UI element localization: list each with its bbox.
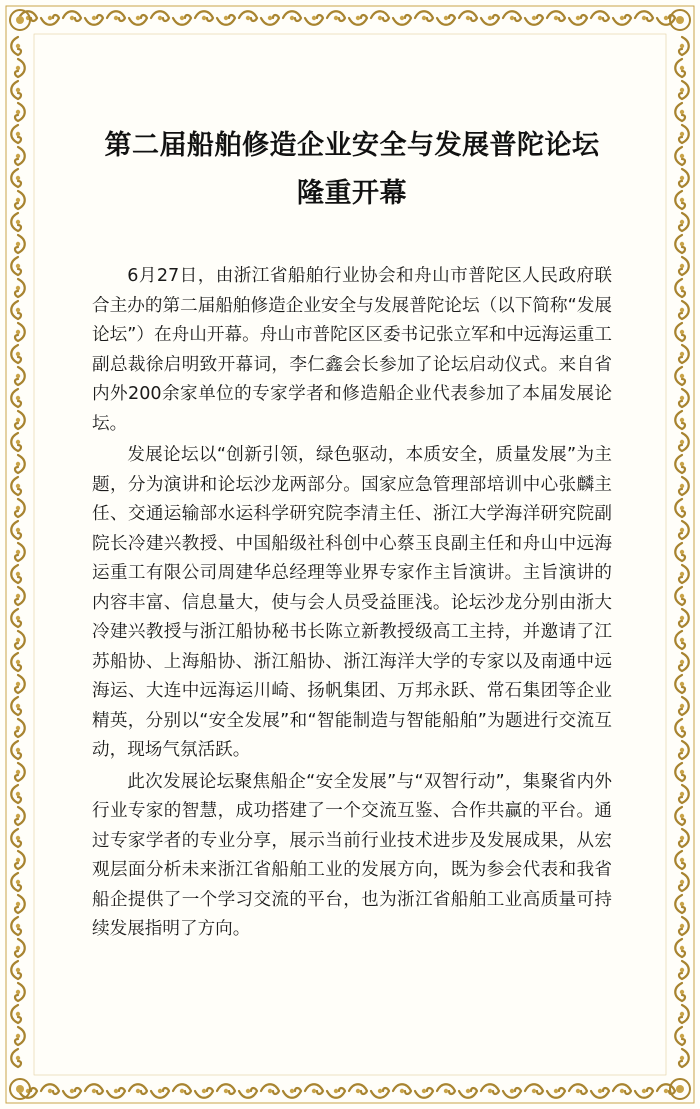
border-bead-left (16, 902, 20, 906)
border-bead-right (680, 880, 684, 884)
border-bead-right (680, 484, 684, 488)
border-bead-right (680, 990, 684, 994)
border-bead-left (16, 748, 20, 752)
border-bead-right (680, 968, 684, 972)
border-bead-left (16, 880, 20, 884)
border-bead-right (680, 220, 684, 224)
border-bead-right (680, 286, 684, 290)
border-corner-center (16, 1085, 24, 1093)
border-bead-bottom (70, 1089, 74, 1093)
border-bead-bottom (312, 1089, 316, 1093)
border-bead-right (680, 1034, 684, 1038)
border-bead-top (598, 16, 602, 20)
border-bead-right (680, 308, 684, 312)
border-bead-right (680, 946, 684, 950)
border-bead-top (312, 16, 316, 20)
border-bead-bottom (488, 1089, 492, 1093)
border-bead-bottom (620, 1089, 624, 1093)
article-title (92, 122, 612, 218)
border-bead-top (620, 16, 624, 20)
border-bead-right (680, 748, 684, 752)
border-bead-right (680, 660, 684, 664)
border-bead-top (70, 16, 74, 20)
border-bead-left (16, 176, 20, 180)
border-bead-top (356, 16, 360, 20)
border-bead-left (16, 836, 20, 840)
border-bead-left (16, 44, 20, 48)
border-bead-bottom (114, 1089, 118, 1093)
border-bead-bottom (378, 1089, 382, 1093)
border-bead-bottom (48, 1089, 52, 1093)
article-body (92, 262, 612, 945)
border-bead-left (16, 638, 20, 642)
border-bead-top (642, 16, 646, 20)
border-bead-top (180, 16, 184, 20)
border-bead-bottom (642, 1089, 646, 1093)
border-bead-right (680, 418, 684, 422)
border-bead-left (16, 110, 20, 114)
border-bead-left (16, 572, 20, 576)
border-bead-right (680, 638, 684, 642)
border-bead-left (16, 968, 20, 972)
border-bead-top (510, 16, 514, 20)
border-bead-top (554, 16, 558, 20)
border-bead-bottom (356, 1089, 360, 1093)
border-bead-left (16, 990, 20, 994)
border-bead-left (16, 440, 20, 444)
border-bead-right (680, 88, 684, 92)
border-bead-left (16, 726, 20, 730)
paragraph-1: 6月27日，由浙江省船舶行业协会和舟山市普陀区人民政府联合主办的第二届船舶修造企业安全与发展普陀论坛（以下简称“发展论坛”）在舟山开幕。舟山市普陀区区委书记张立军和中远海运重工副总裁徐启明致开幕词，李仁鑫会长参加了论坛启动仪式。来自省内外200余家单位的专家学者和修造船企业代表参加了本届发展论坛。 (92, 266, 612, 434)
border-bead-right (680, 836, 684, 840)
border-bead-left (16, 154, 20, 158)
border-bead-bottom (268, 1089, 272, 1093)
border-bead-top (532, 16, 536, 20)
border-bead-top (444, 16, 448, 20)
border-bead-left (16, 1056, 20, 1060)
border-bead-bottom (422, 1089, 426, 1093)
border-bead-left (16, 858, 20, 862)
border-bead-left (16, 616, 20, 620)
border-bead-left (16, 352, 20, 356)
border-bead-left (16, 374, 20, 378)
border-bead-left (16, 1012, 20, 1016)
border-bead-right (680, 132, 684, 136)
border-bead-left (16, 770, 20, 774)
border-bead-top (136, 16, 140, 20)
border-bead-left (16, 308, 20, 312)
border-bead-right (680, 528, 684, 532)
border-bead-right (680, 462, 684, 466)
border-bead-bottom (510, 1089, 514, 1093)
border-bead-right (680, 770, 684, 774)
border-bead-right (680, 352, 684, 356)
border-bead-right (680, 264, 684, 268)
border-bead-left (16, 286, 20, 290)
border-bead-right (680, 506, 684, 510)
border-bead-left (16, 330, 20, 334)
border-bead-right (680, 704, 684, 708)
article (92, 122, 612, 947)
border-bead-left (16, 550, 20, 554)
border-bead-top (488, 16, 492, 20)
border-bead-bottom (532, 1089, 536, 1093)
border-bead-bottom (576, 1089, 580, 1093)
border-bead-left (16, 132, 20, 136)
border-bead-bottom (444, 1089, 448, 1093)
border-bead-right (680, 110, 684, 114)
border-bead-left (16, 594, 20, 598)
border-bead-left (16, 220, 20, 224)
border-bead-left (16, 1034, 20, 1038)
border-bead-top (202, 16, 206, 20)
border-bead-bottom (224, 1089, 228, 1093)
border-bead-top (290, 16, 294, 20)
border-bead-left (16, 66, 20, 70)
border-bead-left (16, 814, 20, 818)
border-bead-right (680, 396, 684, 400)
border-bead-left (16, 792, 20, 796)
border-bead-right (680, 44, 684, 48)
border-bead-bottom (202, 1089, 206, 1093)
border-bead-right (680, 242, 684, 246)
border-bead-left (16, 660, 20, 664)
border-bead-right (680, 726, 684, 730)
border-bead-left (16, 418, 20, 422)
border-bead-top (48, 16, 52, 20)
border-bead-right (680, 1056, 684, 1060)
border-bead-right (680, 616, 684, 620)
border-bead-left (16, 682, 20, 686)
border-bead-top (422, 16, 426, 20)
border-bead-right (680, 572, 684, 576)
border-bead-top (246, 16, 250, 20)
border-bead-right (680, 1012, 684, 1016)
border-bead-right (680, 176, 684, 180)
border-bead-left (16, 462, 20, 466)
border-bead-bottom (136, 1089, 140, 1093)
border-bead-right (680, 198, 684, 202)
border-bead-right (680, 792, 684, 796)
border-bead-right (680, 154, 684, 158)
border-bead-top (268, 16, 272, 20)
border-bead-bottom (290, 1089, 294, 1093)
border-bead-right (680, 440, 684, 444)
border-bead-bottom (598, 1089, 602, 1093)
border-bead-left (16, 264, 20, 268)
border-bead-bottom (466, 1089, 470, 1093)
border-bead-left (16, 506, 20, 510)
title-line-2: 隆重开幕 (297, 178, 407, 209)
title-line-1: 第二届船舶修造企业安全与发展普陀论坛 (104, 130, 600, 161)
border-corner-center (16, 16, 24, 24)
border-bead-bottom (158, 1089, 162, 1093)
border-bead-top (378, 16, 382, 20)
border-bead-right (680, 66, 684, 70)
border-bead-left (16, 396, 20, 400)
border-bead-bottom (92, 1089, 96, 1093)
border-bead-top (664, 16, 668, 20)
border-bead-right (680, 814, 684, 818)
border-bead-top (576, 16, 580, 20)
border-bead-right (680, 550, 684, 554)
border-bead-bottom (400, 1089, 404, 1093)
border-bead-top (334, 16, 338, 20)
border-bead-left (16, 704, 20, 708)
border-bead-left (16, 198, 20, 202)
paragraph-2: 发展论坛以“创新引领，绿色驱动，本质安全，质量发展”为主题，分为演讲和论坛沙龙两部分。国家应急管理部培训中心张麟主任、交通运输部水运科学研究院李清主任、浙江大学海洋研究院副院长冷建兴教授、中国船级社科创中心蔡玉良副主任和舟山中远海运重工有限公司周建华总经理等业界专家作主旨演讲。主旨演讲的内容丰富、信息量大，使与会人员受益匪浅。论坛沙龙分别由浙大冷建兴教授与浙江船协秘书长陈立新教授级高工主持，并邀请了江苏船协、上海船协、浙江船协、浙江海洋大学的专家以及南通中远海运、大连中远海运川崎、扬帆集团、万邦永跃、常石集团等企业精英，分别以“安全发展”和“智能制造与智能船舶”为题进行交流互动，现场气氛活跃。 (92, 445, 612, 760)
border-bead-right (680, 330, 684, 334)
border-bead-bottom (554, 1089, 558, 1093)
border-bead-top (400, 16, 404, 20)
border-bead-top (466, 16, 470, 20)
border-bead-left (16, 528, 20, 532)
border-bead-right (680, 374, 684, 378)
border-bead-top (114, 16, 118, 20)
border-bead-left (16, 484, 20, 488)
border-bead-right (680, 858, 684, 862)
border-bead-left (16, 242, 20, 246)
border-bead-top (92, 16, 96, 20)
border-bead-bottom (334, 1089, 338, 1093)
border-bead-top (158, 16, 162, 20)
border-bead-right (680, 594, 684, 598)
border-bead-right (680, 924, 684, 928)
border-bead-bottom (246, 1089, 250, 1093)
border-bead-right (680, 902, 684, 906)
border-corner-center (676, 1085, 684, 1093)
paragraph-3: 此次发展论坛聚焦船企“安全发展”与“双智行动”，集聚省内外行业专家的智慧，成功搭建了一个交流互鉴、合作共赢的平台。通过专家学者的专业分享，展示当前行业技术进步及发展成果，从宏观层面分析未来浙江省船舶工业的发展方向，既为参会代表和我省船企提供了一个学习交流的平台，也为浙江省船舶工业高质量可持续发展指明了方向。 (92, 771, 612, 939)
border-bead-bottom (180, 1089, 184, 1093)
border-bead-right (680, 682, 684, 686)
border-bead-left (16, 924, 20, 928)
border-bead-top (224, 16, 228, 20)
border-bead-left (16, 946, 20, 950)
border-corner-center (676, 16, 684, 24)
border-bead-bottom (664, 1089, 668, 1093)
border-bead-left (16, 88, 20, 92)
